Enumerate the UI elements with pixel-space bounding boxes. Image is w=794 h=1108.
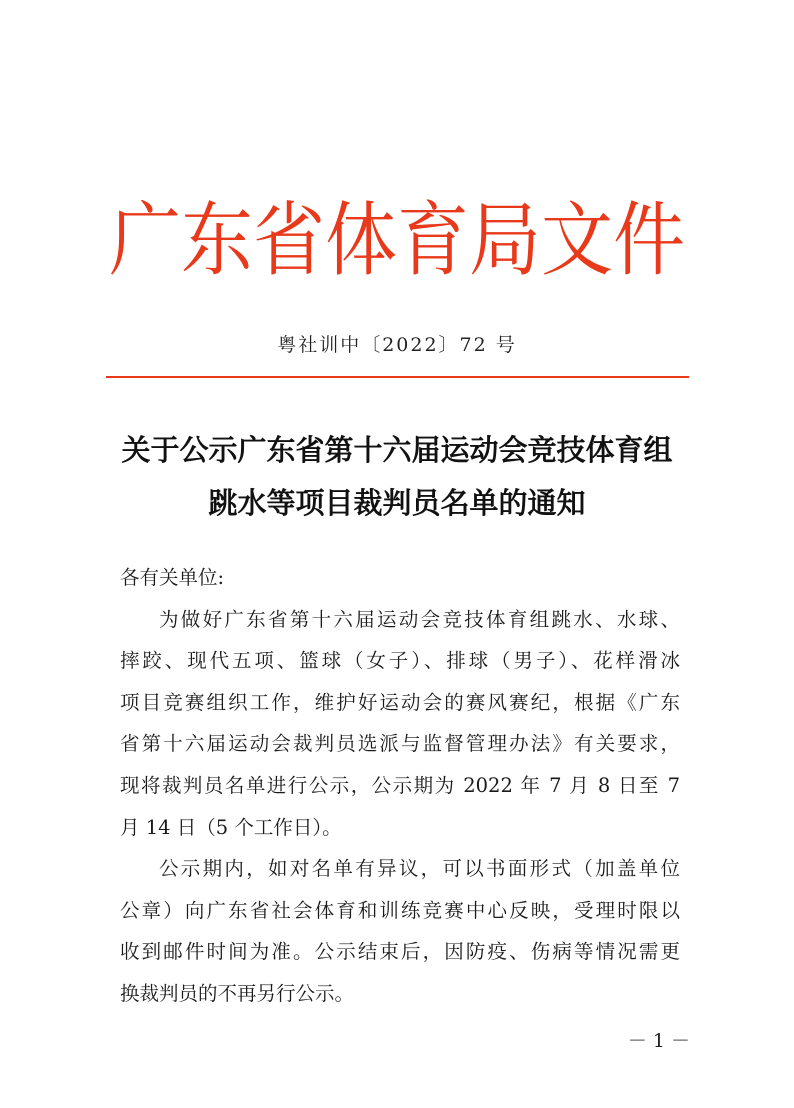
paragraph-line: 项目竞赛组织工作，维护好运动会的赛风赛纪，根据《广东 [120, 690, 680, 714]
document-title [100, 424, 694, 530]
paragraph-line: 公示期内，如对名单有异议，可以书面形式（加盖单位 [159, 857, 680, 881]
red-divider-line [106, 376, 689, 378]
paragraph-line: 为做好广东省第十六届运动会竞技体育组跳水、水球、 [159, 607, 680, 631]
paragraph-line: 摔跤、现代五项、篮球（女子）、排球（男子）、花样滑冰 [120, 649, 680, 673]
paragraph-line: 公章）向广东省社会体育和训练竞赛中心反映，受理时限以 [120, 898, 680, 922]
paragraph-line: 收到邮件时间为准。公示结束后，因防疫、伤病等情况需更 [120, 940, 680, 964]
paragraph-line: 换裁判员的不再另行公示。 [120, 981, 355, 1005]
salutation: 各有关单位: [120, 566, 225, 589]
page-number: － 1 － [627, 1030, 690, 1052]
paragraph-line: 月 14 日（5 个工作日）。 [120, 815, 342, 839]
document-body [120, 557, 680, 1015]
title-line: 跳水等项目裁判员名单的通知 [208, 486, 586, 520]
document-number: 粤社训中〔2022〕72 号 [277, 334, 517, 356]
paragraph-line: 省第十六届运动会裁判员选派与监督管理办法》有关要求， [120, 732, 680, 756]
title-line: 关于公示广东省第十六届运动会竞技体育组 [121, 433, 673, 467]
document-masthead: 广东省体育局文件 [108, 192, 685, 288]
paragraph-line: 现将裁判员名单进行公示，公示期为 2022 年 7 月 8 日至 7 [120, 773, 680, 797]
